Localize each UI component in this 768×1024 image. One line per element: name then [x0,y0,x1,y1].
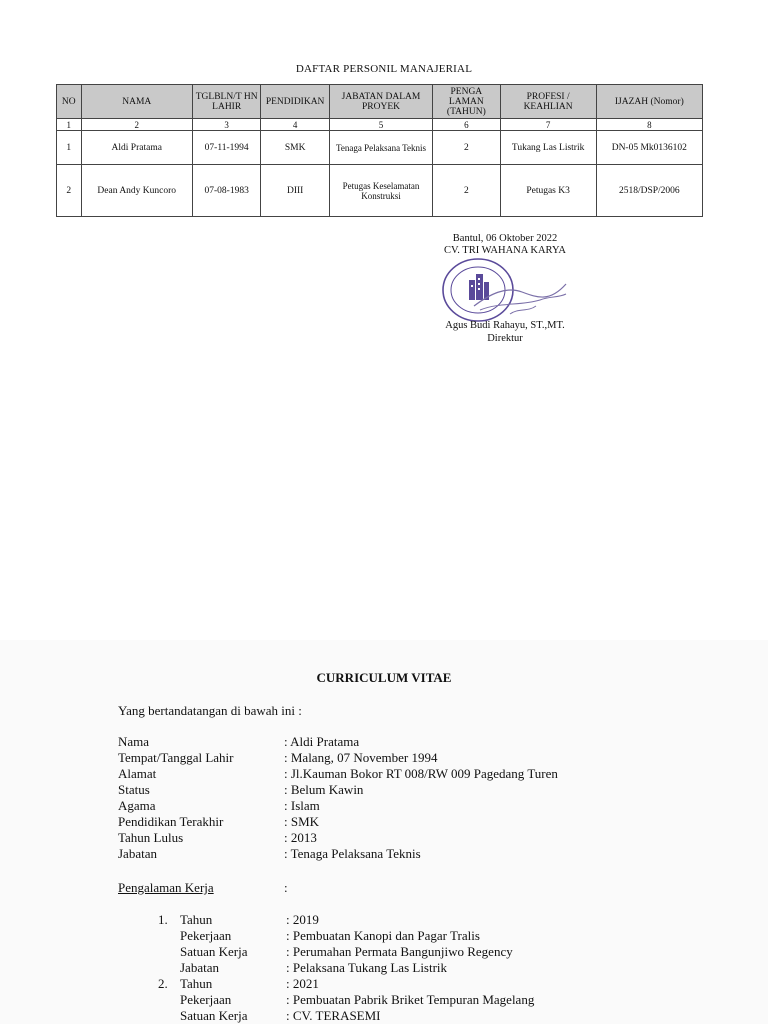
column-number: 6 [433,119,500,131]
experience-colon: : [284,880,288,895]
experience-line-label: Pekerjaan [180,992,232,1007]
experience-line-value: : CV. TERASEMI [286,1008,381,1023]
header-ijazah: IJAZAH (Nomor) [596,85,702,119]
experience-line-label: Tahun [180,912,213,927]
experience-line [180,960,447,976]
field-label: Jabatan [118,846,157,861]
experience-line-value: : Perumahan Permata Bangunjiwo Regency [286,944,513,959]
experience-line [158,912,319,928]
cv-intro: Yang bertandatangan di bawah ini : [118,703,302,718]
column-number: 4 [261,119,329,131]
header-profesi: PROFESI / KEAHLIAN [500,85,596,119]
table-row [57,165,703,217]
cell-jabatan: Petugas Keselamatan Konstruksi [329,165,432,217]
cell-profesi: Tukang Las Listrik [500,131,596,165]
field-label: Tahun Lulus [118,830,184,845]
cv-field-tahun-lulus [118,830,317,846]
signature-date: Bantul, 06 Oktober 2022 [452,233,558,244]
field-value: : SMK [284,814,320,829]
column-number: 2 [81,119,192,131]
column-number: 7 [500,119,596,131]
signatory-name: Agus Budi Rahayu, ST.,MT. [445,320,565,331]
header-jabatan: JABATAN DALAM PROYEK [329,85,432,119]
document-title: DAFTAR PERSONIL MANAJERIAL [295,63,473,75]
field-value: : Islam [284,798,320,813]
cell-profesi: Petugas K3 [500,165,596,217]
signature-company: CV. TRI WAHANA KARYA [444,245,566,256]
cell-pengalaman: 2 [433,131,500,165]
cell-no: 1 [57,131,82,165]
table-header-row [57,85,703,119]
field-label: Agama [118,798,156,813]
column-number: 8 [596,119,702,131]
cell-tanggal-lahir: 07-11-1994 [192,131,260,165]
cv-field-nama [118,734,359,750]
cv-field-status [118,782,363,798]
header-pengalaman: PENGA LAMAN (TAHUN) [433,85,500,119]
personnel-table [56,84,703,217]
cell-tanggal-lahir: 07-08-1983 [192,165,260,217]
column-number: 5 [329,119,432,131]
experience-label: Pengalaman Kerja [118,880,214,895]
experience-line [180,992,534,1008]
experience-line-value: : Pelaksana Tukang Las Listrik [286,960,448,975]
table-row [57,131,703,165]
cell-pendidikan: SMK [261,131,329,165]
field-value: : Tenaga Pelaksana Teknis [284,846,421,861]
field-label: Alamat [118,766,157,781]
header-nama: NAMA [81,85,192,119]
experience-heading [118,880,288,896]
experience-line [180,1008,381,1024]
experience-line-label: Satuan Kerja [180,944,248,959]
experience-line-label: Pekerjaan [180,928,232,943]
column-number-row [57,119,703,131]
cv-title: CURRICULUM VITAE [316,670,452,685]
experience-line [180,944,513,960]
experience-line-label: Jabatan [180,960,219,975]
experience-number: 1. [158,912,168,927]
signatory-role: Direktur [487,333,523,344]
field-value: : Aldi Pratama [284,734,360,749]
cell-pengalaman: 2 [433,165,500,217]
experience-line-value: : 2019 [286,912,319,927]
field-value: : Belum Kawin [284,782,364,797]
experience-line-label: Satuan Kerja [180,1008,248,1023]
cell-ijazah: DN-05 Mk0136102 [596,131,702,165]
experience-line-value: : Pembuatan Pabrik Briket Tempuran Magelang [286,992,535,1007]
cell-nama: Dean Andy Kuncoro [81,165,192,217]
field-value: : Malang, 07 November 1994 [284,750,438,765]
field-label: Nama [118,734,150,749]
cell-nama: Aldi Pratama [81,131,192,165]
cell-ijazah: 2518/DSP/2006 [596,165,702,217]
experience-line [180,928,480,944]
experience-line-value: : 2021 [286,976,319,991]
cv-field-alamat [118,766,558,782]
header-no: NO [57,85,82,119]
cv-field-pendidikan [118,814,319,830]
column-number: 1 [57,119,82,131]
cv-field-tempat-tanggal-lahir [118,750,437,766]
header-tanggal-lahir: TGLBLN/T HN LAHIR [192,85,260,119]
experience-line-label: Tahun [180,976,213,991]
cell-no: 2 [57,165,82,217]
field-label: Status [118,782,150,797]
cv-field-jabatan [118,846,421,862]
field-value: : Jl.Kauman Bokor RT 008/RW 009 Pagedang Turen [284,766,558,781]
experience-line-value: : Pembuatan Kanopi dan Pagar Tralis [286,928,480,943]
field-value: : 2013 [284,830,317,845]
column-number: 3 [192,119,260,131]
cell-pendidikan: DIII [261,165,329,217]
signature-scribble-icon [470,276,570,320]
experience-line [158,976,319,992]
field-label: Tempat/Tanggal Lahir [118,750,234,765]
experience-number: 2. [158,976,168,991]
field-label: Pendidikan Terakhir [118,814,224,829]
cv-field-agama [118,798,320,814]
cell-jabatan: Tenaga Pelaksana Teknis [329,131,432,165]
header-pendidikan: PENDIDIKAN [261,85,329,119]
